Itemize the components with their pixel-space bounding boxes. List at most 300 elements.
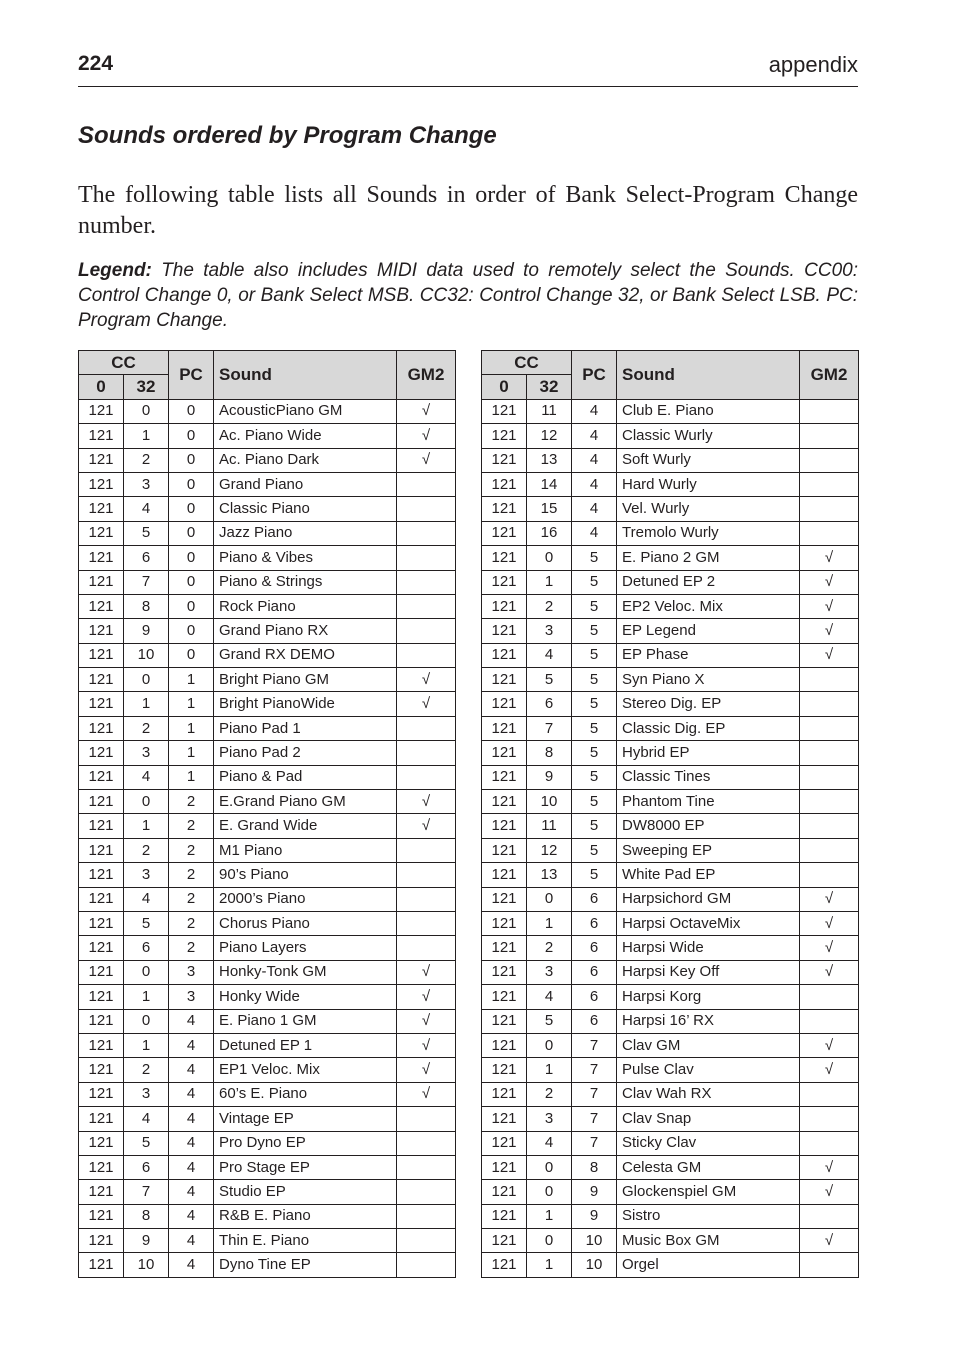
table-row — [482, 619, 859, 643]
pc-cell: 1 — [169, 765, 214, 789]
table-row — [482, 863, 859, 887]
table-row — [79, 716, 456, 740]
cc0-cell: 121 — [482, 741, 527, 765]
table-row — [79, 594, 456, 618]
section-name: appendix — [768, 52, 858, 77]
cc0-cell: 121 — [79, 1033, 124, 1057]
table-row — [482, 399, 859, 423]
pc-cell: 7 — [572, 1082, 617, 1106]
cc32-cell: 3 — [527, 619, 572, 643]
cc32-cell: 1 — [124, 424, 169, 448]
cc0-cell: 121 — [482, 838, 527, 862]
sound-name-cell: Clav Wah RX — [617, 1082, 800, 1106]
gm2-cell: √ — [800, 594, 859, 618]
cc32-cell: 0 — [527, 887, 572, 911]
table-row — [482, 546, 859, 570]
pc-cell: 3 — [169, 960, 214, 984]
gm2-cell — [800, 1082, 859, 1106]
table-row — [482, 1009, 859, 1033]
gm2-cell: √ — [397, 668, 456, 692]
gm2-cell — [397, 643, 456, 667]
sounds-table-left — [78, 350, 456, 1278]
pc-cell: 0 — [169, 399, 214, 423]
table-row — [79, 1204, 456, 1228]
cc0-cell: 121 — [79, 643, 124, 667]
table-row — [482, 1155, 859, 1179]
table-row — [79, 521, 456, 545]
pc-cell: 2 — [169, 936, 214, 960]
gm2-cell: √ — [800, 1155, 859, 1179]
pc-cell: 0 — [169, 643, 214, 667]
cc32-cell: 0 — [527, 1180, 572, 1204]
table-row — [79, 1033, 456, 1057]
sound-name-cell: M1 Piano — [214, 838, 397, 862]
pc-cell: 2 — [169, 814, 214, 838]
gm2-cell: √ — [397, 1058, 456, 1082]
sound-name-cell: DW8000 EP — [617, 814, 800, 838]
sound-name-cell: EP Phase — [617, 643, 800, 667]
pc-cell: 0 — [169, 521, 214, 545]
sound-name-cell: Ac. Piano Dark — [214, 448, 397, 472]
cc32-cell: 10 — [124, 643, 169, 667]
table-row — [482, 594, 859, 618]
cc32-cell: 2 — [124, 716, 169, 740]
pc-cell: 4 — [169, 1131, 214, 1155]
cc32-cell: 2 — [527, 594, 572, 618]
pc-cell: 0 — [169, 448, 214, 472]
pc-cell: 4 — [169, 1204, 214, 1228]
pc-cell: 4 — [169, 1229, 214, 1253]
cc0-cell: 121 — [482, 1107, 527, 1131]
table-row — [79, 1180, 456, 1204]
sound-name-cell: Honky-Tonk GM — [214, 960, 397, 984]
pc-cell: 4 — [572, 497, 617, 521]
pc-cell: 4 — [169, 1155, 214, 1179]
cc0-header: 0 — [482, 375, 527, 399]
sound-name-cell: Honky Wide — [214, 985, 397, 1009]
cc0-cell: 121 — [79, 911, 124, 935]
cc0-cell: 121 — [482, 814, 527, 838]
cc0-cell: 121 — [79, 594, 124, 618]
gm2-cell: √ — [397, 960, 456, 984]
cc0-cell: 121 — [79, 960, 124, 984]
gm2-cell — [800, 472, 859, 496]
cc0-cell: 121 — [482, 424, 527, 448]
cc0-cell: 121 — [79, 814, 124, 838]
sound-name-cell: Thin E. Piano — [214, 1229, 397, 1253]
table-row — [482, 1058, 859, 1082]
cc0-cell: 121 — [79, 472, 124, 496]
sound-name-cell: EP2 Veloc. Mix — [617, 594, 800, 618]
cc32-cell: 9 — [527, 765, 572, 789]
gm2-cell: √ — [800, 619, 859, 643]
cc32-cell: 6 — [124, 546, 169, 570]
cc32-cell: 4 — [124, 765, 169, 789]
cc32-cell: 1 — [124, 1033, 169, 1057]
cc0-cell: 121 — [482, 716, 527, 740]
pc-cell: 5 — [572, 570, 617, 594]
table-row — [79, 1009, 456, 1033]
cc32-cell: 0 — [124, 668, 169, 692]
sound-name-cell: Glockenspiel GM — [617, 1180, 800, 1204]
gm2-cell — [800, 424, 859, 448]
gm2-cell — [800, 497, 859, 521]
cc0-cell: 121 — [79, 1131, 124, 1155]
table-row — [482, 448, 859, 472]
gm2-cell — [800, 716, 859, 740]
table-row — [482, 765, 859, 789]
cc0-cell: 121 — [482, 1131, 527, 1155]
gm2-cell — [800, 765, 859, 789]
cc32-cell: 1 — [527, 911, 572, 935]
gm2-cell: √ — [800, 643, 859, 667]
cc0-cell: 121 — [79, 985, 124, 1009]
gm2-cell — [800, 1204, 859, 1228]
cc32-cell: 10 — [527, 790, 572, 814]
cc0-cell: 121 — [79, 1180, 124, 1204]
cc0-cell: 121 — [79, 936, 124, 960]
gm2-cell — [397, 1131, 456, 1155]
cc0-cell: 121 — [79, 497, 124, 521]
gm2-cell: √ — [397, 1082, 456, 1106]
sound-name-cell: Harpsi Key Off — [617, 960, 800, 984]
pc-header: PC — [169, 351, 214, 400]
table-row — [79, 1058, 456, 1082]
cc32-cell: 16 — [527, 521, 572, 545]
pc-cell: 9 — [572, 1180, 617, 1204]
cc-header: CC — [482, 351, 572, 375]
table-row — [79, 497, 456, 521]
cc0-cell: 121 — [482, 765, 527, 789]
sounds-table-right — [481, 350, 859, 1278]
gm2-cell — [800, 985, 859, 1009]
table-row — [482, 1229, 859, 1253]
pc-header: PC — [572, 351, 617, 400]
pc-cell: 5 — [572, 716, 617, 740]
sound-name-cell: Harpsi Korg — [617, 985, 800, 1009]
cc0-cell: 121 — [482, 1229, 527, 1253]
cc32-cell: 5 — [124, 1131, 169, 1155]
cc0-cell: 121 — [79, 619, 124, 643]
table-row — [79, 472, 456, 496]
sound-name-cell: Orgel — [617, 1253, 800, 1277]
gm2-cell — [800, 1107, 859, 1131]
sound-name-cell: Piano Pad 2 — [214, 741, 397, 765]
sounds-table-body — [482, 399, 859, 1277]
cc32-cell: 0 — [527, 1033, 572, 1057]
gm2-cell — [800, 838, 859, 862]
gm2-cell — [397, 1180, 456, 1204]
cc0-cell: 121 — [79, 692, 124, 716]
cc0-cell: 121 — [482, 1082, 527, 1106]
gm2-cell — [800, 448, 859, 472]
sound-name-cell: 90’s Piano — [214, 863, 397, 887]
sound-name-cell: Stereo Dig. EP — [617, 692, 800, 716]
sound-name-cell: Pro Stage EP — [214, 1155, 397, 1179]
cc32-cell: 9 — [124, 1229, 169, 1253]
table-row — [79, 1107, 456, 1131]
cc32-cell: 0 — [124, 1009, 169, 1033]
sound-name-cell: 2000’s Piano — [214, 887, 397, 911]
gm2-cell — [397, 1204, 456, 1228]
cc32-cell: 3 — [124, 1082, 169, 1106]
sound-name-cell: Piano & Pad — [214, 765, 397, 789]
sound-name-cell: Harpsi Wide — [617, 936, 800, 960]
sound-name-cell: Sweeping EP — [617, 838, 800, 862]
table-row — [79, 570, 456, 594]
pc-cell: 4 — [169, 1180, 214, 1204]
gm2-cell — [397, 716, 456, 740]
cc0-cell: 121 — [482, 692, 527, 716]
sound-name-cell: Vel. Wurly — [617, 497, 800, 521]
gm2-cell — [397, 570, 456, 594]
cc32-cell: 10 — [124, 1253, 169, 1277]
gm2-cell: √ — [397, 985, 456, 1009]
pc-cell: 2 — [169, 838, 214, 862]
table-row — [482, 668, 859, 692]
sound-name-cell: Pulse Clav — [617, 1058, 800, 1082]
cc32-cell: 4 — [124, 497, 169, 521]
cc-header: CC — [79, 351, 169, 375]
cc32-cell: 12 — [527, 838, 572, 862]
gm2-cell: √ — [397, 1009, 456, 1033]
gm2-cell — [397, 497, 456, 521]
table-row — [79, 741, 456, 765]
sound-name-cell: Classic Tines — [617, 765, 800, 789]
page-number: 224 — [78, 52, 114, 75]
table-row — [482, 911, 859, 935]
page-header — [78, 52, 858, 87]
cc32-cell: 8 — [124, 594, 169, 618]
cc32-cell: 1 — [527, 570, 572, 594]
pc-cell: 2 — [169, 911, 214, 935]
table-row — [79, 692, 456, 716]
pc-cell: 1 — [169, 692, 214, 716]
cc0-cell: 121 — [482, 497, 527, 521]
cc0-cell: 121 — [79, 741, 124, 765]
cc32-cell: 0 — [124, 790, 169, 814]
gm2-cell — [397, 863, 456, 887]
sound-name-cell: Detuned EP 1 — [214, 1033, 397, 1057]
cc32-cell: 4 — [527, 643, 572, 667]
cc32-header: 32 — [527, 375, 572, 399]
table-row — [482, 887, 859, 911]
sound-name-cell: Vintage EP — [214, 1107, 397, 1131]
table-row — [482, 1204, 859, 1228]
cc32-cell: 3 — [124, 863, 169, 887]
gm2-cell: √ — [397, 814, 456, 838]
cc0-cell: 121 — [482, 887, 527, 911]
sound-name-cell: Rock Piano — [214, 594, 397, 618]
cc32-cell: 12 — [527, 424, 572, 448]
cc0-cell: 121 — [482, 643, 527, 667]
pc-cell: 4 — [169, 1082, 214, 1106]
cc0-cell: 121 — [482, 1058, 527, 1082]
gm2-cell: √ — [397, 1033, 456, 1057]
table-row — [79, 643, 456, 667]
sound-name-cell: Hard Wurly — [617, 472, 800, 496]
table-row — [79, 1229, 456, 1253]
gm2-cell: √ — [800, 570, 859, 594]
gm2-cell: √ — [800, 1229, 859, 1253]
cc32-cell: 0 — [124, 399, 169, 423]
gm2-cell — [800, 1009, 859, 1033]
cc0-cell: 121 — [482, 1155, 527, 1179]
pc-cell: 4 — [572, 472, 617, 496]
table-row — [79, 911, 456, 935]
table-row — [79, 936, 456, 960]
pc-cell: 5 — [572, 619, 617, 643]
pc-cell: 4 — [572, 521, 617, 545]
gm2-cell — [800, 521, 859, 545]
cc32-cell: 3 — [124, 741, 169, 765]
pc-cell: 7 — [572, 1058, 617, 1082]
table-row — [482, 838, 859, 862]
sound-name-cell: Classic Piano — [214, 497, 397, 521]
gm2-cell: √ — [800, 911, 859, 935]
cc32-cell: 3 — [527, 1107, 572, 1131]
sound-name-cell: R&B E. Piano — [214, 1204, 397, 1228]
cc0-cell: 121 — [79, 1253, 124, 1277]
pc-cell: 2 — [169, 790, 214, 814]
pc-cell: 0 — [169, 570, 214, 594]
pc-cell: 2 — [169, 887, 214, 911]
pc-cell: 5 — [572, 741, 617, 765]
sound-name-cell: Chorus Piano — [214, 911, 397, 935]
table-row — [482, 1107, 859, 1131]
sound-name-cell: E.Grand Piano GM — [214, 790, 397, 814]
cc0-cell: 121 — [482, 1204, 527, 1228]
sound-name-cell: Celesta GM — [617, 1155, 800, 1179]
cc0-cell: 121 — [79, 1204, 124, 1228]
sound-name-cell: EP Legend — [617, 619, 800, 643]
pc-cell: 3 — [169, 985, 214, 1009]
cc32-cell: 13 — [527, 863, 572, 887]
gm2-cell: √ — [800, 1058, 859, 1082]
cc32-cell: 4 — [527, 985, 572, 1009]
gm2-cell — [397, 765, 456, 789]
table-row — [482, 814, 859, 838]
cc0-cell: 121 — [79, 1058, 124, 1082]
sound-name-cell: Pro Dyno EP — [214, 1131, 397, 1155]
pc-cell: 0 — [169, 546, 214, 570]
cc0-cell: 121 — [79, 1082, 124, 1106]
table-row — [79, 765, 456, 789]
gm2-cell — [397, 1107, 456, 1131]
pc-cell: 6 — [572, 960, 617, 984]
sound-name-cell: Clav Snap — [617, 1107, 800, 1131]
pc-cell: 0 — [169, 497, 214, 521]
sound-name-cell: Classic Dig. EP — [617, 716, 800, 740]
cc32-cell: 2 — [527, 936, 572, 960]
cc32-cell: 0 — [527, 546, 572, 570]
table-row — [482, 570, 859, 594]
cc32-header: 32 — [124, 375, 169, 399]
cc32-cell: 1 — [527, 1058, 572, 1082]
table-row — [482, 1253, 859, 1277]
cc0-cell: 121 — [79, 424, 124, 448]
cc0-cell: 121 — [79, 765, 124, 789]
cc0-cell: 121 — [79, 887, 124, 911]
sound-name-cell: Piano & Strings — [214, 570, 397, 594]
pc-cell: 4 — [169, 1009, 214, 1033]
cc0-cell: 121 — [482, 448, 527, 472]
table-row — [79, 399, 456, 423]
cc32-cell: 6 — [527, 692, 572, 716]
cc0-cell: 121 — [482, 619, 527, 643]
sound-header: Sound — [214, 351, 397, 400]
cc0-cell: 121 — [482, 1033, 527, 1057]
table-row — [482, 1082, 859, 1106]
sound-name-cell: Soft Wurly — [617, 448, 800, 472]
gm2-cell — [800, 668, 859, 692]
cc32-cell: 15 — [527, 497, 572, 521]
table-row — [482, 497, 859, 521]
gm2-cell — [800, 863, 859, 887]
pc-cell: 0 — [169, 424, 214, 448]
cc32-cell: 2 — [527, 1082, 572, 1106]
gm2-cell: √ — [397, 790, 456, 814]
table-row — [79, 1155, 456, 1179]
pc-cell: 4 — [169, 1107, 214, 1131]
pc-cell: 4 — [572, 399, 617, 423]
gm2-header: GM2 — [397, 351, 456, 400]
table-row — [79, 546, 456, 570]
pc-cell: 5 — [572, 594, 617, 618]
sound-name-cell: Syn Piano X — [617, 668, 800, 692]
pc-cell: 4 — [572, 448, 617, 472]
sound-header: Sound — [617, 351, 800, 400]
cc0-cell: 121 — [482, 399, 527, 423]
gm2-cell — [397, 1155, 456, 1179]
table-row — [79, 668, 456, 692]
cc32-cell: 1 — [124, 814, 169, 838]
sounds-table-body — [79, 399, 456, 1277]
cc0-cell: 121 — [79, 521, 124, 545]
cc32-cell: 1 — [124, 692, 169, 716]
pc-cell: 5 — [572, 814, 617, 838]
sound-name-cell: Sticky Clav — [617, 1131, 800, 1155]
table-row — [79, 838, 456, 862]
cc0-cell: 121 — [482, 1180, 527, 1204]
cc32-cell: 11 — [527, 814, 572, 838]
cc32-cell: 7 — [124, 570, 169, 594]
cc32-cell: 5 — [124, 911, 169, 935]
table-row — [482, 692, 859, 716]
sound-name-cell: E. Piano 2 GM — [617, 546, 800, 570]
table-row — [79, 863, 456, 887]
pc-cell: 1 — [169, 668, 214, 692]
gm2-cell — [800, 790, 859, 814]
sound-name-cell: Bright Piano GM — [214, 668, 397, 692]
gm2-cell: √ — [800, 1033, 859, 1057]
table-row — [79, 619, 456, 643]
table-row — [482, 1131, 859, 1155]
sound-name-cell: Harpsi OctaveMix — [617, 911, 800, 935]
gm2-cell: √ — [397, 399, 456, 423]
table-row — [482, 716, 859, 740]
sound-name-cell: Club E. Piano — [617, 399, 800, 423]
cc0-cell: 121 — [482, 668, 527, 692]
cc0-cell: 121 — [482, 521, 527, 545]
gm2-cell — [800, 741, 859, 765]
cc32-cell: 7 — [124, 1180, 169, 1204]
pc-cell: 4 — [572, 424, 617, 448]
sound-name-cell: Harpsichord GM — [617, 887, 800, 911]
pc-cell: 5 — [572, 692, 617, 716]
pc-cell: 7 — [572, 1131, 617, 1155]
cc0-cell: 121 — [79, 790, 124, 814]
